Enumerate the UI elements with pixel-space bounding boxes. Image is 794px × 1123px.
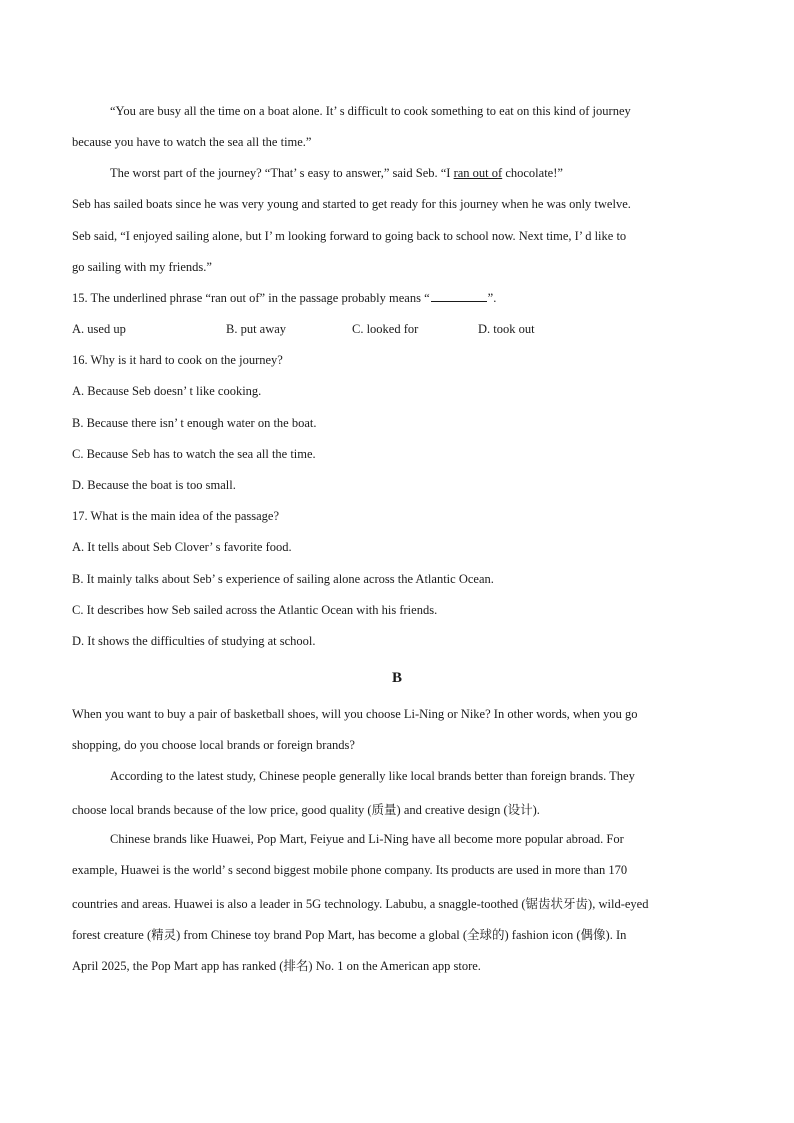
answer-blank xyxy=(431,291,487,302)
section-b-p2-line1: According to the latest study, Chinese people generally like local brands better than foreign brands. They xyxy=(110,769,635,783)
section-b-p1-line1: When you want to buy a pair of basketball shoes, will you choose Li-Ning or Nike? In other words, when you go xyxy=(72,707,638,721)
passage-a-p3-line1: Seb has sailed boats since he was very young and started to get ready for this journey when he was only twelve. xyxy=(72,197,631,211)
passage-a-p4-line2: go sailing with my friends.” xyxy=(72,260,212,274)
section-b-p2-line2: choose local brands because of the low price, good quality (质量) and creative design (设计). xyxy=(72,803,540,817)
q16-option-a: A. Because Seb doesn’ t like cooking. xyxy=(72,384,262,398)
section-b-p3-line2: example, Huawei is the world’ s second biggest mobile phone company. Its products are used in more than 170 xyxy=(72,863,628,877)
underlined-phrase: ran out of xyxy=(453,166,503,180)
q17-option-d: D. It shows the difficulties of studying at school. xyxy=(72,634,316,648)
section-b-p1-line2: shopping, do you choose local brands or foreign brands? xyxy=(72,738,355,752)
q16-option-d: D. Because the boat is too small. xyxy=(72,478,236,492)
question-16-stem: 16. Why is it hard to cook on the journey? xyxy=(72,353,283,367)
passage-a-p4-line1: Seb said, “I enjoyed sailing alone, but I’ m looking forward to going back to school now. Next time, I’ d like to xyxy=(72,229,627,243)
q17-option-c: C. It describes how Seb sailed across the Atlantic Ocean with his friends. xyxy=(72,603,438,617)
q15-option-c: C. looked for xyxy=(352,322,419,336)
passage-a-p2 xyxy=(110,166,563,181)
question-15-stem xyxy=(72,291,496,306)
q17-option-a: A. It tells about Seb Clover’ s favorite food. xyxy=(72,540,292,554)
q16-option-c: C. Because Seb has to watch the sea all the time. xyxy=(72,447,316,461)
section-b-heading: B xyxy=(391,670,402,686)
q15-option-a: A. used up xyxy=(72,322,126,336)
q16-option-b: B. Because there isn’ t enough water on the boat. xyxy=(72,416,317,430)
q15-option-d: D. took out xyxy=(478,322,535,336)
q17-option-b: B. It mainly talks about Seb’ s experience of sailing alone across the Atlantic Ocean. xyxy=(72,572,494,586)
question-17-stem: 17. What is the main idea of the passage? xyxy=(72,509,279,523)
passage-a-p2-after: chocolate!” xyxy=(502,166,563,180)
section-b-p3-line1: Chinese brands like Huawei, Pop Mart, Feiyue and Li-Ning have all become more popular abroad. For xyxy=(110,832,624,846)
section-b-p3-line4: forest creature (精灵) from Chinese toy brand Pop Mart, has become a global (全球的) fashion icon (偶像). In xyxy=(72,928,627,942)
passage-a-p1-line2: because you have to watch the sea all the time.” xyxy=(72,135,312,149)
q15-option-b: B. put away xyxy=(226,322,287,336)
q15-stem-before: 15. The underlined phrase “ran out of” in the passage probably means “ xyxy=(72,291,430,305)
section-b-p3-line5: April 2025, the Pop Mart app has ranked (排名) No. 1 on the American app store. xyxy=(72,959,481,973)
passage-a-p2-before: The worst part of the journey? “That’ s easy to answer,” said Seb. “I xyxy=(110,166,454,180)
section-b-p3-line3: countries and areas. Huawei is also a leader in 5G technology. Labubu, a snaggle-toothed (锯齿状牙齿), wild-eyed xyxy=(72,897,649,911)
q15-stem-after: ”. xyxy=(487,291,497,305)
passage-a-p1-line1: “You are busy all the time on a boat alone. It’ s difficult to cook something to eat on this kind of journey xyxy=(110,104,631,118)
